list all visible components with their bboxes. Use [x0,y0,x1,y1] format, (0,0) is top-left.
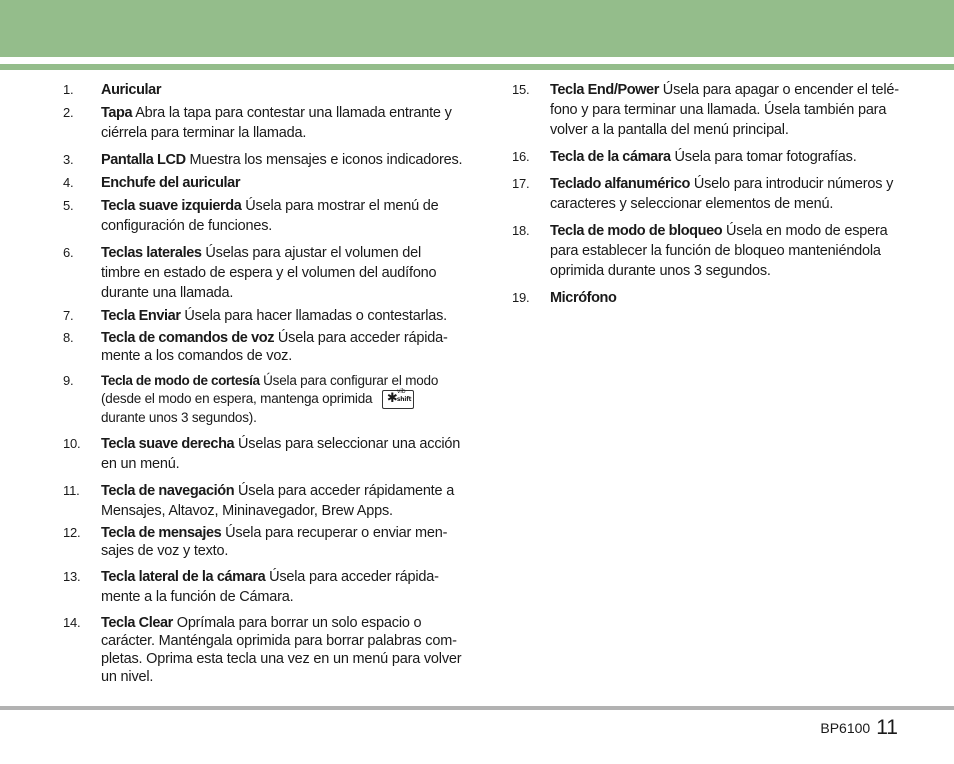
item-text: Úselo para introducir números y caracteres y seleccionar elementos de menú. [550,176,894,212]
item-text: Úsela para acceder rápida-mente a los comandos de voz. [101,330,448,364]
item-text: Úsela para acceder rápidamente a Mensajes, Altavoz, Mininavegador, Brew Apps. [101,483,455,519]
item-text: Úsela para acceder rápida-mente a la función de Cámara. [101,569,439,605]
item-term: Enchufe del auricular [101,175,241,191]
item-term: Tecla de modo de bloqueo [550,223,723,239]
item-number: 17. [512,176,530,191]
item-number: 13. [63,569,81,584]
item-text: Úsela para mostrar el menú de configuración de funciones. [101,198,439,234]
list-item [512,147,912,167]
item-term: Pantalla LCD [101,152,186,168]
item-term: Tapa [101,105,133,121]
list-item [63,329,463,365]
item-number: 5. [63,198,74,213]
list-item [63,150,463,170]
model-number: BP6100 [820,720,871,736]
item-number: 6. [63,245,74,260]
item-text: Úsela para recuperar o enviar men-sajes de voz y texto. [101,525,448,559]
key-label-bottom: shift [396,396,412,403]
list-item [63,614,463,686]
list-item [512,221,912,281]
item-term: Auricular [101,82,162,98]
vibrate-shift-key-icon [382,390,414,409]
page-number: 11 [876,716,898,739]
footer-rule [0,706,954,710]
item-term: Tecla Clear [101,615,173,631]
item-number: 16. [512,149,530,164]
item-term: Tecla de modo de cortesía [101,373,260,388]
item-number: 15. [512,82,530,97]
list-item [63,80,463,100]
list-item [63,434,463,474]
item-term: Tecla de navegación [101,483,235,499]
item-text-after: durante unos 3 segundos). [101,410,257,425]
list-item [512,80,912,140]
item-term: Tecla suave derecha [101,436,235,452]
item-text: Úsela para configurar el modo (desde el modo en espera, mantenga oprimida [101,373,439,407]
item-number: 4. [63,175,74,190]
list-item [63,243,463,303]
item-term: Teclado alfanumérico [550,176,690,192]
item-number: 10. [63,436,81,451]
list-item [63,481,463,521]
header-band [0,0,954,57]
list-item [63,306,463,326]
item-term: Tecla End/Power [550,82,659,98]
item-number: 1. [63,82,74,97]
item-number: 3. [63,152,74,167]
item-number: 12. [63,525,81,540]
item-text: Úsela para tomar fotografías. [670,149,857,165]
item-text: Abra la tapa para contestar una llamada entrante y ciérrela para terminar la llamada. [101,105,452,141]
page-footer [820,716,898,740]
item-number: 14. [63,615,81,630]
right-column [512,80,912,315]
list-item [63,567,463,607]
item-number: 2. [63,105,74,120]
list-item [63,173,463,193]
item-text: Úsela para hacer llamadas o contestarlas. [180,308,447,324]
item-term: Tecla de mensajes [101,525,222,541]
item-text: Úsela para apagar o encender el telé-fono y para terminar una llamada. Úsela también para volver a la pantalla del menú principal. [550,82,899,138]
list-item [512,288,912,308]
list-item [63,524,463,560]
item-term: Tecla Enviar [101,308,181,324]
item-term: Tecla de la cámara [550,149,671,165]
item-text: Úselas para seleccionar una acción en un menú. [101,436,461,472]
item-text: Oprímala para borrar un solo espacio o carácter. Manténgala oprimida para borrar palabras com-pletas. Oprima esta tecla una vez en un menú para volver un nivel. [101,615,462,685]
item-text: Úselas para ajustar el volumen del timbre en estado de espera y el volumen del audífono durante una llamada. [101,245,437,301]
item-number: 9. [63,373,74,388]
list-item [512,174,912,214]
item-number: 8. [63,330,74,345]
item-term: Tecla de comandos de voz [101,330,275,346]
item-term: Micrófono [550,290,617,306]
item-number: 11. [63,483,80,498]
item-term: Teclas laterales [101,245,202,261]
left-column [63,80,463,693]
list-item [63,103,463,143]
item-number: 7. [63,308,74,323]
item-text: Muestra los mensajes e iconos indicadores. [185,152,463,168]
item-term: Tecla suave izquierda [101,198,242,214]
header-rule [0,64,954,70]
list-item [63,372,463,427]
item-text: Úsela en modo de espera para establecer la función de bloqueo manteniéndola oprimida durante unos 3 segundos. [550,223,888,279]
star-icon: ✱ [386,391,398,406]
item-term: Tecla lateral de la cámara [101,569,266,585]
item-number: 18. [512,223,530,238]
key-label-top: vib [396,388,406,395]
list-item [63,196,463,236]
item-number: 19. [512,290,530,305]
